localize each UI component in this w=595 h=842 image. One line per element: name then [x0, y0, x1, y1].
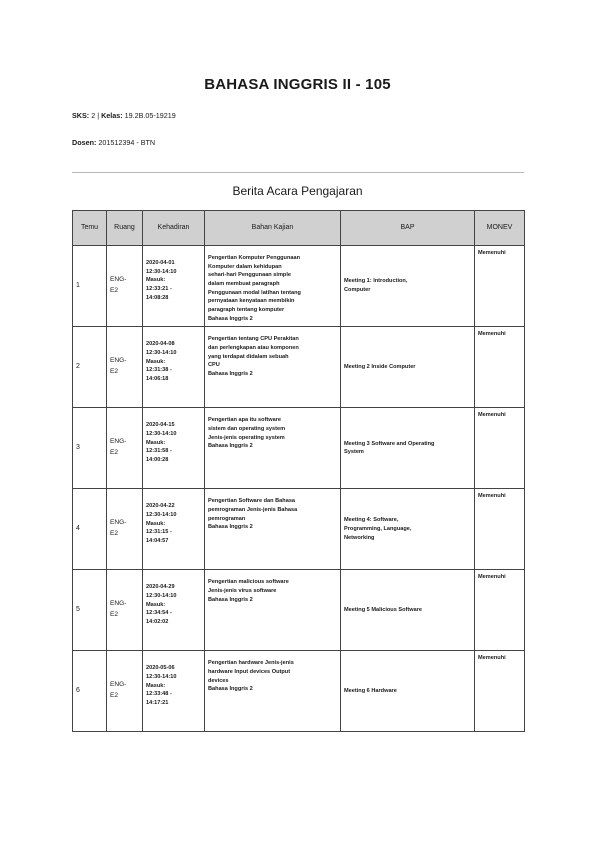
- ruang-cell: [107, 570, 143, 651]
- table-row: [73, 570, 525, 651]
- bahan-kajian-line: dalam membuat paragraph: [208, 280, 280, 287]
- ruang-line: ENG-: [110, 438, 127, 446]
- monev-cell: Memenuhi: [475, 570, 525, 651]
- bahan-kajian-line: Penggunaan modal latihan tentang: [208, 289, 301, 296]
- lecturer-meta: [72, 138, 155, 147]
- bahan-kajian-line: dan perlengkapan atau komponen: [208, 344, 299, 351]
- bap-line: Programming, Language,: [344, 525, 412, 532]
- bahan-kajian-line: Komputer dalam kehidupan: [208, 263, 282, 270]
- ruang-line: ENG-: [110, 276, 127, 284]
- kehadiran-line: 14:06:18: [146, 375, 169, 382]
- bap-line: Meeting 2 Inside Computer: [344, 363, 416, 370]
- column-header-kehadiran: Kehadiran: [143, 211, 205, 246]
- bahan-kajian-line: CPU: [208, 362, 220, 369]
- meta-separator: |: [97, 111, 100, 120]
- column-header-ruang: Ruang: [107, 211, 143, 246]
- bap-cell: [341, 327, 475, 408]
- bap-line: System: [344, 449, 364, 456]
- ruang-line: E2: [110, 692, 119, 700]
- bahan-kajian-line: Pengertian hardware Jenis-jenis: [208, 660, 294, 667]
- temu-cell: 1: [73, 246, 107, 327]
- bap-cell: [341, 246, 475, 327]
- bahan-kajian-cell: [205, 246, 341, 327]
- bahan-kajian-line: Pengertian apa itu software: [208, 417, 282, 424]
- ruang-cell: [107, 489, 143, 570]
- course-title: BAHASA INGGRIS II - 105: [204, 76, 391, 93]
- bahan-kajian-line: sehari-hari Penggunaan simple: [208, 272, 291, 279]
- bap-line: Meeting 1: Introduction,: [344, 278, 408, 285]
- temu-cell: 6: [73, 651, 107, 732]
- ruang-cell: [107, 651, 143, 732]
- table-row: [73, 246, 525, 327]
- bahan-kajian-line: Pengertian malicious software: [208, 579, 289, 586]
- bahan-kajian-line: Pengertian Komputer Penggunaan: [208, 255, 300, 261]
- kehadiran-line: 14:08:28: [146, 294, 169, 301]
- bahan-kajian-cell: [205, 651, 341, 732]
- ruang-line: ENG-: [110, 519, 127, 527]
- bahan-kajian-line: pemrograman: [208, 515, 246, 522]
- bap-line: Networking: [344, 534, 375, 541]
- ruang-line: ENG-: [110, 600, 127, 608]
- kehadiran-line: 12:33:21 -: [146, 285, 172, 292]
- table-row: [73, 408, 525, 489]
- kehadiran-line: 12:30-14:10: [146, 349, 177, 356]
- kehadiran-line: Masuk:: [146, 601, 166, 608]
- monev-cell: Memenuhi: [475, 651, 525, 732]
- ruang-line: E2: [110, 368, 119, 376]
- bahan-kajian-line: pemrograman Jenis-jenis Bahasa: [208, 506, 298, 513]
- dosen-label: Dosen:: [72, 138, 97, 147]
- bap-line: Meeting 5 Malicious Software: [344, 606, 423, 613]
- teaching-report-table: [72, 210, 525, 732]
- dosen-value: 201512394 - BTN: [98, 138, 156, 147]
- ruang-line: ENG-: [110, 357, 127, 365]
- sks-label: SKS:: [72, 111, 90, 120]
- kehadiran-cell: [143, 489, 205, 570]
- kehadiran-line: 2020-04-15: [146, 422, 175, 429]
- ruang-cell: [107, 327, 143, 408]
- bahan-kajian-line: Bahasa Inggris 2: [208, 370, 253, 377]
- column-header-bap: BAP: [341, 211, 475, 246]
- ruang-line: ENG-: [110, 681, 127, 689]
- bahan-kajian-line: paragraph tentang komputer: [208, 306, 285, 313]
- kehadiran-line: Masuk:: [146, 277, 166, 284]
- bap-line: Meeting 6 Hardware: [344, 687, 397, 694]
- kehadiran-line: 12:34:54 -: [146, 610, 172, 617]
- bahan-kajian-line: Jenis-jenis operating system: [208, 434, 285, 441]
- kehadiran-line: 2020-05-06: [146, 665, 175, 672]
- kehadiran-line: 2020-04-08: [146, 341, 175, 348]
- kehadiran-line: 12:30-14:10: [146, 592, 177, 599]
- table-row: [73, 651, 525, 732]
- bahan-kajian-line: Bahasa Inggris 2: [208, 315, 253, 322]
- kehadiran-line: 2020-04-22: [146, 503, 175, 510]
- bahan-kajian-line: Bahasa Inggris 2: [208, 686, 253, 693]
- kehadiran-line: 12:33:48 -: [146, 691, 172, 698]
- bap-line: Meeting 4: Software,: [344, 517, 399, 524]
- bahan-kajian-line: Bahasa Inggris 2: [208, 524, 253, 531]
- monev-cell: Memenuhi: [475, 246, 525, 327]
- kehadiran-cell: [143, 408, 205, 489]
- kelas-label: Kelas:: [101, 111, 123, 120]
- bahan-kajian-line: devices: [208, 677, 229, 684]
- kehadiran-line: 14:00:28: [146, 456, 169, 463]
- bahan-kajian-line: sistem dan operating system: [208, 425, 286, 432]
- kehadiran-cell: [143, 651, 205, 732]
- monev-cell: Memenuhi: [475, 489, 525, 570]
- ruang-line: E2: [110, 530, 119, 538]
- bap-cell: [341, 489, 475, 570]
- column-header-bahan-kajian: Bahan Kajian: [205, 211, 341, 246]
- kehadiran-cell: [143, 327, 205, 408]
- bahan-kajian-line: yang terdapat didalam sebuah: [208, 353, 289, 360]
- ruang-line: E2: [110, 449, 119, 457]
- ruang-line: E2: [110, 287, 119, 295]
- section-title: Berita Acara Pengajaran: [232, 184, 363, 198]
- kehadiran-line: 2020-04-01: [146, 260, 175, 266]
- kehadiran-line: 14:17:21: [146, 699, 169, 706]
- kehadiran-line: 12:31:58 -: [146, 448, 172, 455]
- kehadiran-line: 14:02:02: [146, 618, 169, 625]
- bahan-kajian-line: Bahasa Inggris 2: [208, 596, 253, 603]
- table-header-row: [73, 211, 525, 246]
- temu-cell: 5: [73, 570, 107, 651]
- kehadiran-line: 12:30-14:10: [146, 673, 177, 680]
- kehadiran-line: 2020-04-29: [146, 584, 175, 591]
- bahan-kajian-line: Pengertian Software dan Bahasa: [208, 498, 296, 505]
- kehadiran-line: 12:30-14:10: [146, 511, 177, 518]
- table-row: [73, 327, 525, 408]
- kehadiran-line: Masuk:: [146, 439, 166, 446]
- bahan-kajian-line: pernyataan kenyataan membikin: [208, 298, 295, 305]
- monev-cell: Memenuhi: [475, 327, 525, 408]
- monev-cell: Memenuhi: [475, 408, 525, 489]
- bahan-kajian-line: Jenis-jenis virus software: [208, 587, 277, 594]
- column-header-temu: Temu: [73, 211, 107, 246]
- temu-cell: 4: [73, 489, 107, 570]
- kehadiran-line: 12:30-14:10: [146, 430, 177, 437]
- kehadiran-cell: [143, 570, 205, 651]
- ruang-cell: [107, 408, 143, 489]
- kehadiran-line: 12:30-14:10: [146, 268, 177, 275]
- bap-cell: [341, 408, 475, 489]
- bahan-kajian-cell: [205, 570, 341, 651]
- kehadiran-line: 12:31:38 -: [146, 367, 172, 374]
- table-row: [73, 489, 525, 570]
- bap-cell: [341, 651, 475, 732]
- bahan-kajian-cell: [205, 408, 341, 489]
- kehadiran-line: 14:04:57: [146, 537, 169, 544]
- kehadiran-line: Masuk:: [146, 682, 166, 689]
- kehadiran-line: 12:31:15 -: [146, 529, 172, 536]
- bap-line: Computer: [344, 287, 371, 294]
- bap-line: Meeting 3 Software and Operating: [344, 440, 435, 447]
- kehadiran-cell: [143, 246, 205, 327]
- kelas-value: 19.2B.05-19219: [124, 111, 176, 120]
- column-header-monev: MONEV: [475, 211, 525, 246]
- ruang-cell: [107, 246, 143, 327]
- bahan-kajian-line: Bahasa Inggris 2: [208, 443, 253, 450]
- bahan-kajian-line: Pengertian tentang CPU Perakitan: [208, 336, 299, 343]
- sks-value: 2: [91, 111, 96, 120]
- ruang-line: E2: [110, 611, 119, 619]
- bahan-kajian-cell: [205, 327, 341, 408]
- bap-cell: [341, 570, 475, 651]
- temu-cell: 3: [73, 408, 107, 489]
- kehadiran-line: Masuk:: [146, 358, 166, 365]
- kehadiran-line: Masuk:: [146, 520, 166, 527]
- bahan-kajian-cell: [205, 489, 341, 570]
- divider: [72, 172, 524, 173]
- bahan-kajian-line: hardware Input devices Output: [208, 668, 291, 675]
- course-meta: [72, 111, 176, 120]
- temu-cell: 2: [73, 327, 107, 408]
